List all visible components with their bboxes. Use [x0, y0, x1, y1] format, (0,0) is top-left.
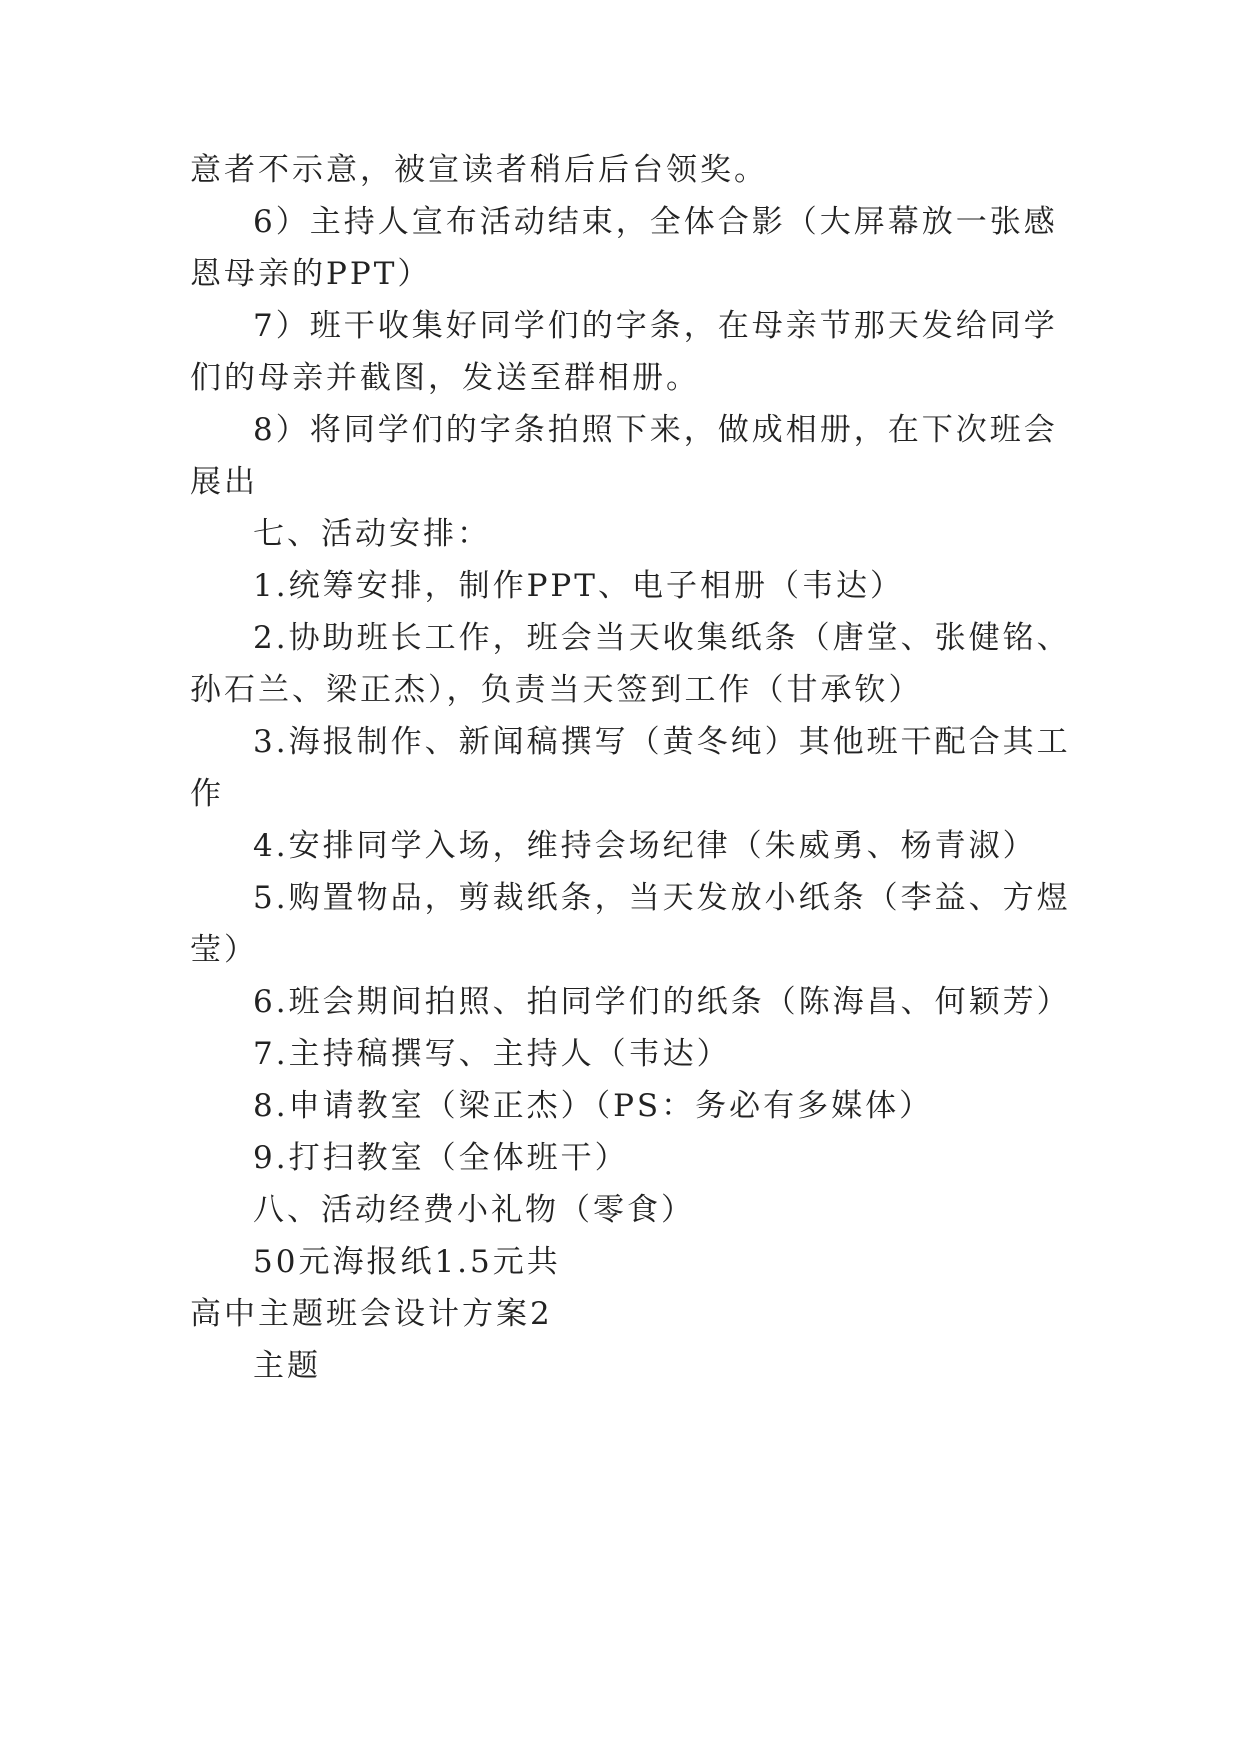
text-line: 展出: [190, 464, 258, 500]
list-item: 9.打扫教室（全体班干）: [253, 1140, 629, 1176]
list-item: 8.申请教室（梁正杰）（PS：务必有多媒体）: [253, 1088, 934, 1124]
section-heading: 七、活动安排：: [253, 516, 491, 552]
section-heading: 八、活动经费小礼物（零食）: [253, 1192, 695, 1228]
text-line: 们的母亲并截图，发送至群相册。: [190, 360, 700, 396]
list-item: 4.安排同学入场，维持会场纪律（朱威勇、杨青淑）: [253, 828, 1037, 864]
document-title: 高中主题班会设计方案2: [190, 1296, 553, 1332]
section-heading: 主题: [253, 1348, 321, 1384]
text-line: 莹）: [190, 932, 258, 968]
text-line: 恩母亲的PPT）: [190, 256, 432, 292]
list-item: 5.购置物品，剪裁纸条，当天发放小纸条（李益、方煜: [253, 880, 1071, 916]
text-line: 孙石兰、梁正杰），负责当天签到工作（甘承钦）: [190, 672, 923, 708]
text-line: 意者不示意，被宣读者稍后后台领奖。: [190, 152, 768, 188]
list-item: 3.海报制作、新闻稿撰写（黄冬纯）其他班干配合其工: [253, 724, 1071, 760]
text-line: 50元海报纸1.5元共: [253, 1244, 561, 1280]
list-item: 1.统筹安排，制作PPT、电子相册（韦达）: [253, 568, 904, 604]
list-item: 7.主持稿撰写、主持人（韦达）: [253, 1036, 731, 1072]
list-item: 6.班会期间拍照、拍同学们的纸条（陈海昌、何颖芳）: [253, 984, 1071, 1020]
list-item: 2.协助班长工作，班会当天收集纸条（唐堂、张健铭、: [253, 620, 1071, 656]
text-line: 8）将同学们的字条拍照下来，做成相册，在下次班会: [253, 412, 1058, 448]
text-line: 7）班干收集好同学们的字条，在母亲节那天发给同学: [253, 308, 1058, 344]
text-line: 作: [190, 776, 224, 812]
text-line: 6）主持人宣布活动结束，全体合影（大屏幕放一张感: [253, 204, 1058, 240]
